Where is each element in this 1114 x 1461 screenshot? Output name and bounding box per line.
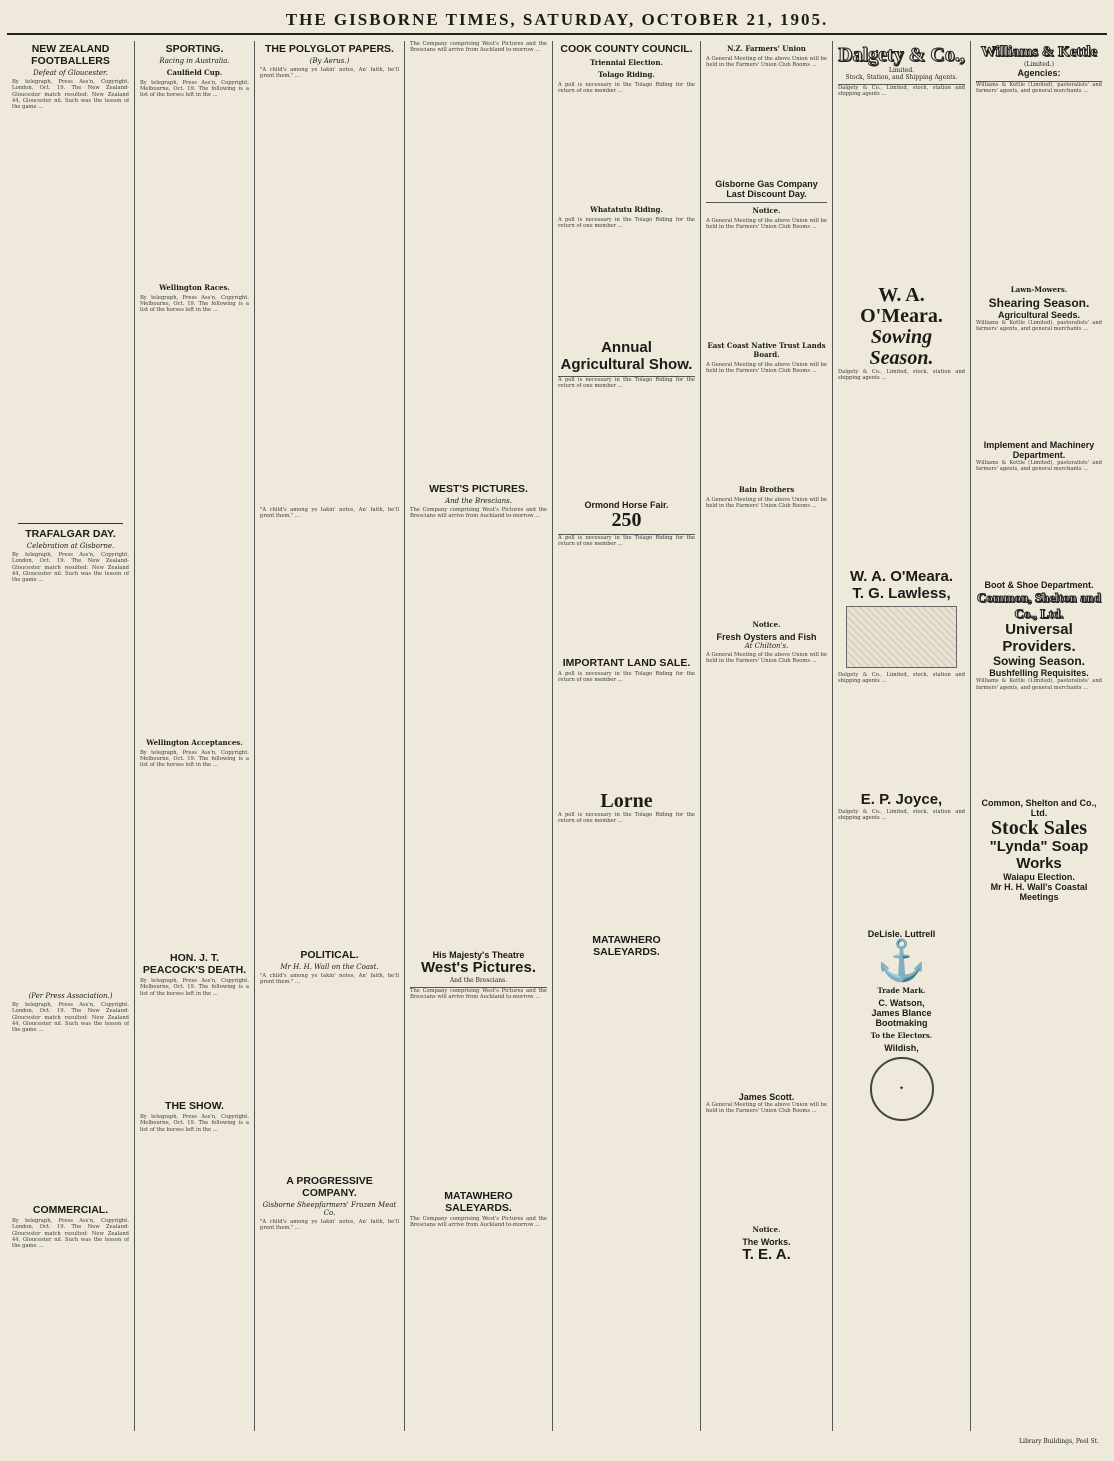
bushfelling: Bushfelling Requisites. — [989, 668, 1089, 679]
shearing-season: Shearing Season. — [988, 296, 1090, 310]
press-association-label: (Per Press Association.) — [28, 992, 113, 1001]
williams-kettle-ad — [976, 41, 1102, 82]
headline-trafalgar: TRAFALGAR DAY. — [25, 528, 116, 541]
fresh-oysters: Fresh Oysters and Fish — [716, 632, 817, 642]
wall-meetings: Mr H. H. Wall's Coastal Meetings — [990, 882, 1088, 903]
article-body: "A child's among ye takin' notes, An' faith, he'll prent them." ... — [260, 1219, 399, 1232]
notice-body: A General Meeting of the above Union will be held in the Farmers' Union Club Rooms ... — [706, 218, 827, 231]
blance-title: James Blance — [871, 1007, 932, 1018]
masthead: THE GISBORNE TIMES, SATURDAY, OCTOBER 21, 1905. — [7, 7, 1107, 35]
bootmaking: Bootmaking — [875, 1017, 928, 1028]
matawhero-saleyards: MATAWHERO SALEYARDS. — [592, 934, 661, 959]
notice-body: A General Meeting of the above Union will be held in the Farmers' Union Club Rooms ... — [706, 362, 827, 375]
tea-heading: T. E. A. — [742, 1246, 791, 1263]
waiapu-election: Waiapu Election. — [1003, 872, 1075, 883]
stock-sales: Stock Sales — [990, 817, 1088, 840]
article-body: The Company comprising West's Pictures and the Brescians will arrive from Auckland to-morrow ... — [410, 507, 547, 520]
article-body: "A child's among ye takin' notes, An' faith, he'll prent them." ... — [260, 507, 399, 520]
lynda-soap: "Lynda" Soap Works — [989, 838, 1089, 872]
horse-fair-ad — [558, 497, 695, 535]
watson-title: C. Watson, — [878, 997, 925, 1008]
agencies-list: Williams & Kettle (Limited), pastoralists' and farmers' agents, and general merchants ... — [976, 82, 1102, 95]
important-land-sale: IMPORTANT LAND SALE. — [562, 657, 691, 670]
james-scott: James Scott. — [738, 1092, 795, 1102]
williams-kettle-title: Williams & Kettle — [980, 44, 1098, 60]
universal-providers: Universal Providers. — [1002, 621, 1076, 655]
building-illustration — [846, 606, 957, 668]
agricultural-show-title: Annual Agricultural Show. — [560, 339, 693, 373]
column-2 — [135, 41, 255, 1431]
headline-polyglot: THE POLYGLOT PAPERS. — [265, 43, 394, 55]
subhead-wall: Mr H. H. Wall on the Coast. — [280, 963, 379, 972]
article-body: By telegraph, Press Ass'n, Copyright. Melbourne, Oct. 19. The following is a list of the horses left in the ... — [140, 80, 249, 99]
joyce-title: E. P. Joyce, — [860, 791, 943, 808]
article-body: By telegraph, Press Ass'n, Copyright. Melbourne, Oct. 19. The following is a list of the horses left in the ... — [140, 978, 249, 997]
at-chiltons: At Chilton's. — [744, 642, 789, 650]
headline-footballers: NEW ZEALAND FOOTBALLERS — [31, 43, 110, 68]
classifieds: A General Meeting of the above Union will be held in the Farmers' Union Club Rooms ... — [706, 652, 827, 665]
notice-body: A General Meeting of the above Union will be held in the Farmers' Union Club Rooms ... — [706, 497, 827, 510]
article-body: "A child's among ye takin' notes, An' faith, he'll prent them." ... — [260, 973, 399, 986]
cook-county-council: COOK COUNTY COUNCIL. — [560, 43, 693, 55]
headline-progressive: A PROGRESSIVE COMPANY. — [286, 1175, 373, 1200]
common-shelton-2: Common, Shelton and Co., Ltd. — [981, 798, 1097, 819]
column-8 — [971, 41, 1107, 1431]
article-body: By telegraph, Press Ass'n, Copyright. Melbourne, Oct. 19. The following is a list of the horses left in the ... — [140, 1114, 249, 1133]
implement-department: Implement and Machinery Department. — [983, 440, 1095, 461]
common-shelton-title: Common, Shelton and Co., Ltd. — [977, 590, 1101, 622]
headline-show: THE SHOW. — [165, 1100, 224, 1113]
column-5 — [553, 41, 701, 1431]
article-body: By telegraph, Press Ass'n, Copyright. London, Oct. 19. The New Zealand-Gloucester match resulted: New Zealand 44, Gloucester nil. Such was the lesson of the game ... — [12, 1002, 129, 1033]
anchor-icon: ⚓ — [876, 937, 927, 984]
dalgety-title: Dalgety & Co., — [838, 44, 965, 66]
horse-fair-number: 250 — [611, 509, 642, 532]
boot-shoe-department: Boot & Shoe Department. — [984, 580, 1094, 591]
ad-body: Williams & Kettle (Limited), pastoralists' and farmers' agents, and general merchants ... — [976, 320, 1102, 333]
notice-body: A General Meeting of the above Union will be held in the Farmers' Union Club Rooms ... — [706, 56, 827, 69]
headline-commercial: COMMERCIAL. — [32, 1204, 109, 1217]
theatre-name: His Majesty's Theatre — [432, 950, 525, 961]
column-7 — [833, 41, 971, 1431]
wellington-acceptances-heading: Wellington Acceptances. — [146, 738, 243, 748]
the-works: The Works. — [742, 1237, 791, 1247]
omeara-title-2: W. A. O'Meara. — [849, 568, 954, 585]
column-6 — [701, 41, 833, 1431]
wildish: Wildish, — [884, 1042, 919, 1053]
headline-political: POLITICAL. — [300, 949, 359, 962]
column-4 — [405, 41, 553, 1431]
seal-icon: ✦ — [870, 1057, 934, 1121]
newspaper-page — [7, 7, 1107, 1447]
subhead-gloucester: Defeat of Gloucester. — [33, 69, 108, 78]
gas-company-ad — [706, 176, 827, 203]
article-body: By telegraph, Press Ass'n, Copyright. Melbourne, Oct. 19. The following is a list of the horses left in the ... — [140, 750, 249, 769]
ad-body: Dalgety & Co., Limited, stock, station and shipping agents ... — [838, 85, 965, 98]
notice-heading: Notice. — [752, 206, 781, 215]
notice-body: A poll is necessary in the Tolago Riding for the return of one member ... — [558, 535, 695, 548]
brescians-ad: And the Brescians. — [449, 976, 508, 984]
notice-body: A poll is necessary in the Tolago Riding for the return of one member ... — [558, 82, 695, 95]
tolago-riding: Tolago Riding. — [598, 70, 655, 80]
divider — [18, 523, 123, 524]
lawn-mowers: Lawn-Mowers. — [1010, 285, 1068, 294]
subhead-frozen-meat: Gisborne Sheepfarmers' Frozen Meat Co. — [262, 1201, 397, 1218]
article-body: The Company comprising West's Pictures and the Brescians will arrive from Auckland to-morrow ... — [410, 41, 547, 54]
delisle-luttrell: DeLisle. Luttrell — [867, 928, 936, 939]
article-body: The Company comprising West's Pictures and the Brescians will arrive from Auckland to-morrow ... — [410, 987, 547, 1000]
notice-body: A poll is necessary in the Tolago Riding for the return of one member ... — [558, 671, 695, 684]
discount-day: Last Discount Day. — [726, 189, 807, 199]
sowing-season: Sowing Season. — [869, 326, 934, 369]
notice-body: A General Meeting of the above Union will be held in the Farmers' Union Club Rooms ... — [706, 1102, 827, 1115]
wellington-races-heading: Wellington Races. — [159, 283, 230, 293]
whatatutu-riding: Whatatutu Riding. — [590, 205, 663, 215]
lawless-title: T. G. Lawless, — [852, 584, 951, 602]
williams-kettle-limited: (Limited.) — [1024, 61, 1054, 68]
ad-body: Williams & Kettle (Limited), pastoralists' and farmers' agents, and general merchants ... — [976, 678, 1102, 691]
ad-body: Williams & Kettle (Limited), pastoralists' and farmers' agents, and general merchants ... — [976, 460, 1102, 473]
dalgety-agents: Stock, Station, and Shipping Agents. — [845, 74, 958, 81]
notice-body: A poll is necessary in the Tolago Riding for the return of one member ... — [558, 217, 695, 230]
lorne-heading: Lorne — [600, 790, 653, 813]
ad-body: Dalgety & Co., Limited, stock, station and shipping agents ... — [838, 369, 965, 382]
dalgety-limited: Limited. — [888, 67, 915, 74]
native-trust-board: East Coast Native Trust Lands Board. — [707, 341, 826, 359]
column-1 — [7, 41, 135, 1431]
notice-body: A poll is necessary in the Tolago Riding for the return of one member ... — [558, 377, 695, 390]
subhead-brescians: And the Brescians. — [445, 497, 512, 506]
article-body: "A child's among ye takin' notes, An' faith, he'll prent them." ... — [260, 67, 399, 80]
headline-sporting: SPORTING. — [165, 43, 224, 55]
notice-heading: Notice. — [752, 1225, 781, 1234]
subhead-racing: Racing in Australia. — [159, 57, 230, 66]
triennial-election: Triennial Election. — [590, 58, 663, 68]
ad-body: Dalgety & Co., Limited, stock, station and shipping agents ... — [838, 808, 965, 821]
article-body: By telegraph, Press Ass'n, Copyright. London, Oct. 19. The New Zealand-Gloucester match resulted: New Zealand 44, Gloucester nil. Such was the lesson of the game ... — [12, 552, 129, 583]
theatre-ad — [410, 947, 547, 988]
trade-mark: Trade Mark. — [877, 985, 926, 995]
ad-body: Dalgety & Co., Limited, stock, station and shipping agents ... — [838, 672, 965, 685]
wests-pictures-ad: West's Pictures. — [420, 959, 536, 977]
notice-body: A poll is necessary in the Tolago Riding for the return of one member ... — [558, 812, 695, 825]
subhead-trafalgar: Celebration at Gisborne. — [26, 542, 115, 551]
headline-peacock: HON. J. T. PEACOCK'S DEATH. — [142, 952, 247, 977]
article-body: The Company comprising West's Pictures and the Brescians will arrive from Auckland to-morrow ... — [410, 1215, 547, 1228]
farmers-union: N.Z. Farmers' Union — [727, 44, 806, 53]
headline-matawhero: MATAWHERO SALEYARDS. — [444, 1189, 513, 1214]
article-body: By telegraph, Press Ass'n, Copyright. Melbourne, Oct. 19. The following is a list of the horses left in the ... — [140, 295, 249, 314]
bain-brothers: Bain Brothers — [738, 485, 795, 494]
columns — [7, 41, 1107, 1431]
byline: (By Aerus.) — [309, 57, 350, 66]
notice-heading: Notice. — [752, 620, 781, 629]
gas-company-title: Gisborne Gas Company — [715, 179, 818, 189]
to-electors: To the Electors. — [870, 1030, 933, 1040]
article-body: By telegraph, Press Ass'n, Copyright. London, Oct. 19. The New Zealand-Gloucester match resulted: New Zealand 44, Gloucester nil. Such was the lesson of the game ... — [12, 79, 129, 110]
sowing-season-2: Sowing Season. — [992, 654, 1085, 669]
agricultural-show-ad — [558, 337, 695, 377]
agencies-heading: Agencies: — [1017, 68, 1061, 78]
footer-imprint: Library Buildings, Peel St. — [1019, 1438, 1099, 1445]
article-body: By telegraph, Press Ass'n, Copyright. London, Oct. 19. The New Zealand-Gloucester match resulted: New Zealand 44, Gloucester nil. Such was the lesson of the game ... — [12, 1218, 129, 1250]
headline-wests-pictures: WEST'S PICTURES. — [429, 483, 528, 495]
column-3 — [255, 41, 405, 1431]
omeara-title: W. A. O'Meara. — [860, 284, 943, 327]
dalgety-ad — [838, 41, 965, 85]
caulfield-cup-heading: Caulfield Cup. — [166, 68, 223, 78]
horse-fair-title: Ormond Horse Fair. — [584, 500, 669, 511]
agricultural-seeds: Agricultural Seeds. — [997, 310, 1081, 321]
